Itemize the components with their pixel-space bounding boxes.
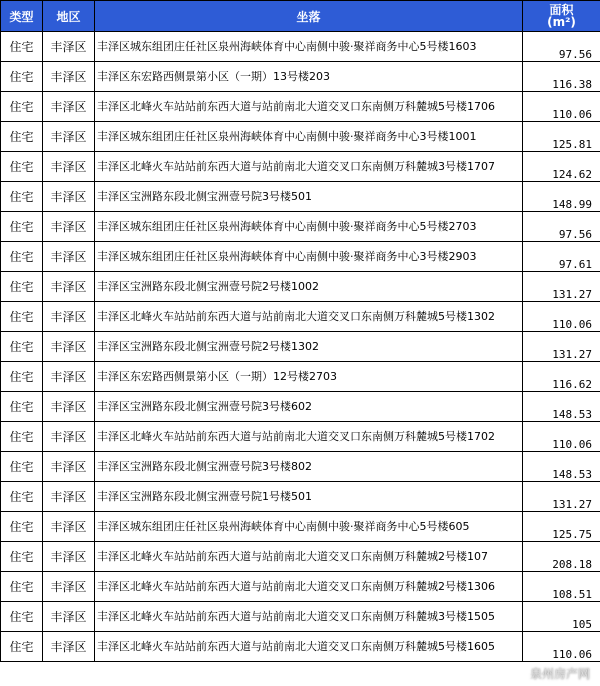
header-type: 类型 bbox=[1, 1, 43, 32]
cell-area: 110.06 bbox=[523, 632, 600, 662]
cell-type: 住宅 bbox=[1, 392, 43, 422]
cell-region: 丰泽区 bbox=[43, 122, 95, 152]
cell-type: 住宅 bbox=[1, 182, 43, 212]
table-row bbox=[1, 542, 600, 572]
cell-region: 丰泽区 bbox=[43, 272, 95, 302]
cell-region: 丰泽区 bbox=[43, 482, 95, 512]
cell-type: 住宅 bbox=[1, 242, 43, 272]
cell-address: 丰泽区北峰火车站站前东西大道与站前南北大道交叉口东南侧万科麓城5号楼1706 bbox=[95, 92, 523, 122]
cell-area: 110.06 bbox=[523, 302, 600, 332]
watermark: 泉州房产网 bbox=[529, 667, 590, 681]
table-row bbox=[1, 122, 600, 152]
cell-region: 丰泽区 bbox=[43, 212, 95, 242]
cell-area: 148.53 bbox=[523, 452, 600, 482]
cell-address: 丰泽区城东组团庄任社区泉州海峡体育中心南侧中骏·聚祥商务中心5号楼605 bbox=[95, 512, 523, 542]
cell-type: 住宅 bbox=[1, 422, 43, 452]
cell-type: 住宅 bbox=[1, 482, 43, 512]
table-row bbox=[1, 92, 600, 122]
cell-type: 住宅 bbox=[1, 212, 43, 242]
cell-address: 丰泽区北峰火车站站前东西大道与站前南北大道交叉口东南侧万科麓城5号楼1605 bbox=[95, 632, 523, 662]
table-row bbox=[1, 182, 600, 212]
cell-area: 108.51 bbox=[523, 572, 600, 602]
cell-address: 丰泽区城东组团庄任社区泉州海峡体育中心南侧中骏·聚祥商务中心5号楼1603 bbox=[95, 32, 523, 62]
cell-address: 丰泽区北峰火车站站前东西大道与站前南北大道交叉口东南侧万科麓城2号楼1306 bbox=[95, 572, 523, 602]
table-row bbox=[1, 572, 600, 602]
table-row bbox=[1, 422, 600, 452]
cell-type: 住宅 bbox=[1, 32, 43, 62]
cell-area: 148.99 bbox=[523, 182, 600, 212]
cell-type: 住宅 bbox=[1, 542, 43, 572]
cell-type: 住宅 bbox=[1, 332, 43, 362]
cell-region: 丰泽区 bbox=[43, 632, 95, 662]
table-row bbox=[1, 332, 600, 362]
cell-area: 131.27 bbox=[523, 272, 600, 302]
cell-region: 丰泽区 bbox=[43, 422, 95, 452]
cell-region: 丰泽区 bbox=[43, 542, 95, 572]
cell-area: 97.56 bbox=[523, 32, 600, 62]
cell-address: 丰泽区北峰火车站站前东西大道与站前南北大道交叉口东南侧万科麓城5号楼1702 bbox=[95, 422, 523, 452]
cell-address: 丰泽区宝洲路东段北侧宝洲壹号院3号楼802 bbox=[95, 452, 523, 482]
cell-type: 住宅 bbox=[1, 362, 43, 392]
table-row bbox=[1, 632, 600, 662]
header-area bbox=[523, 1, 600, 32]
table-row bbox=[1, 602, 600, 632]
cell-region: 丰泽区 bbox=[43, 572, 95, 602]
cell-type: 住宅 bbox=[1, 452, 43, 482]
cell-region: 丰泽区 bbox=[43, 332, 95, 362]
cell-area: 124.62 bbox=[523, 152, 600, 182]
cell-area: 110.06 bbox=[523, 422, 600, 452]
cell-type: 住宅 bbox=[1, 92, 43, 122]
cell-region: 丰泽区 bbox=[43, 62, 95, 92]
header-address: 坐落 bbox=[95, 1, 523, 32]
cell-type: 住宅 bbox=[1, 62, 43, 92]
cell-address: 丰泽区宝洲路东段北侧宝洲壹号院2号楼1302 bbox=[95, 332, 523, 362]
cell-address: 丰泽区东宏路西侧景第小区（一期）12号楼2703 bbox=[95, 362, 523, 392]
cell-area: 116.62 bbox=[523, 362, 600, 392]
cell-area: 208.18 bbox=[523, 542, 600, 572]
cell-type: 住宅 bbox=[1, 122, 43, 152]
header-area-label: 面积 bbox=[549, 3, 574, 17]
table-row bbox=[1, 302, 600, 332]
table-row bbox=[1, 482, 600, 512]
cell-type: 住宅 bbox=[1, 302, 43, 332]
cell-area: 131.27 bbox=[523, 482, 600, 512]
cell-region: 丰泽区 bbox=[43, 362, 95, 392]
table-row bbox=[1, 452, 600, 482]
cell-address: 丰泽区宝洲路东段北侧宝洲壹号院2号楼1002 bbox=[95, 272, 523, 302]
cell-type: 住宅 bbox=[1, 152, 43, 182]
cell-region: 丰泽区 bbox=[43, 512, 95, 542]
cell-area: 125.75 bbox=[523, 512, 600, 542]
cell-region: 丰泽区 bbox=[43, 32, 95, 62]
cell-address: 丰泽区北峰火车站站前东西大道与站前南北大道交叉口东南侧万科麓城5号楼1302 bbox=[95, 302, 523, 332]
cell-type: 住宅 bbox=[1, 602, 43, 632]
cell-address: 丰泽区北峰火车站站前东西大道与站前南北大道交叉口东南侧万科麓城2号楼107 bbox=[95, 542, 523, 572]
cell-address: 丰泽区北峰火车站站前东西大道与站前南北大道交叉口东南侧万科麓城3号楼1707 bbox=[95, 152, 523, 182]
cell-address: 丰泽区北峰火车站站前东西大道与站前南北大道交叉口东南侧万科麓城3号楼1505 bbox=[95, 602, 523, 632]
table-row bbox=[1, 242, 600, 272]
cell-region: 丰泽区 bbox=[43, 182, 95, 212]
cell-type: 住宅 bbox=[1, 272, 43, 302]
cell-region: 丰泽区 bbox=[43, 302, 95, 332]
cell-region: 丰泽区 bbox=[43, 152, 95, 182]
cell-type: 住宅 bbox=[1, 512, 43, 542]
header-region: 地区 bbox=[43, 1, 95, 32]
cell-area: 125.81 bbox=[523, 122, 600, 152]
cell-area: 105 bbox=[523, 602, 600, 632]
table-row bbox=[1, 152, 600, 182]
table-row bbox=[1, 512, 600, 542]
table-row bbox=[1, 362, 600, 392]
cell-region: 丰泽区 bbox=[43, 392, 95, 422]
cell-address: 丰泽区东宏路西侧景第小区（一期）13号楼203 bbox=[95, 62, 523, 92]
cell-address: 丰泽区宝洲路东段北侧宝洲壹号院1号楼501 bbox=[95, 482, 523, 512]
header-area-unit: (m²) bbox=[547, 15, 576, 29]
cell-area: 116.38 bbox=[523, 62, 600, 92]
cell-address: 丰泽区宝洲路东段北侧宝洲壹号院3号楼501 bbox=[95, 182, 523, 212]
cell-area: 131.27 bbox=[523, 332, 600, 362]
cell-address: 丰泽区宝洲路东段北侧宝洲壹号院3号楼602 bbox=[95, 392, 523, 422]
table-body bbox=[1, 32, 600, 662]
cell-region: 丰泽区 bbox=[43, 452, 95, 482]
cell-area: 97.56 bbox=[523, 212, 600, 242]
cell-type: 住宅 bbox=[1, 572, 43, 602]
cell-area: 97.61 bbox=[523, 242, 600, 272]
cell-region: 丰泽区 bbox=[43, 92, 95, 122]
cell-region: 丰泽区 bbox=[43, 242, 95, 272]
cell-region: 丰泽区 bbox=[43, 602, 95, 632]
table-row bbox=[1, 392, 600, 422]
table-header bbox=[1, 1, 600, 32]
cell-type: 住宅 bbox=[1, 632, 43, 662]
table-row bbox=[1, 62, 600, 92]
cell-area: 110.06 bbox=[523, 92, 600, 122]
cell-address: 丰泽区城东组团庄任社区泉州海峡体育中心南侧中骏·聚祥商务中心5号楼2703 bbox=[95, 212, 523, 242]
table-row bbox=[1, 272, 600, 302]
cell-address: 丰泽区城东组团庄任社区泉州海峡体育中心南侧中骏·聚祥商务中心3号楼1001 bbox=[95, 122, 523, 152]
cell-address: 丰泽区城东组团庄任社区泉州海峡体育中心南侧中骏·聚祥商务中心3号楼2903 bbox=[95, 242, 523, 272]
cell-area: 148.53 bbox=[523, 392, 600, 422]
table-row bbox=[1, 212, 600, 242]
table-row bbox=[1, 32, 600, 62]
